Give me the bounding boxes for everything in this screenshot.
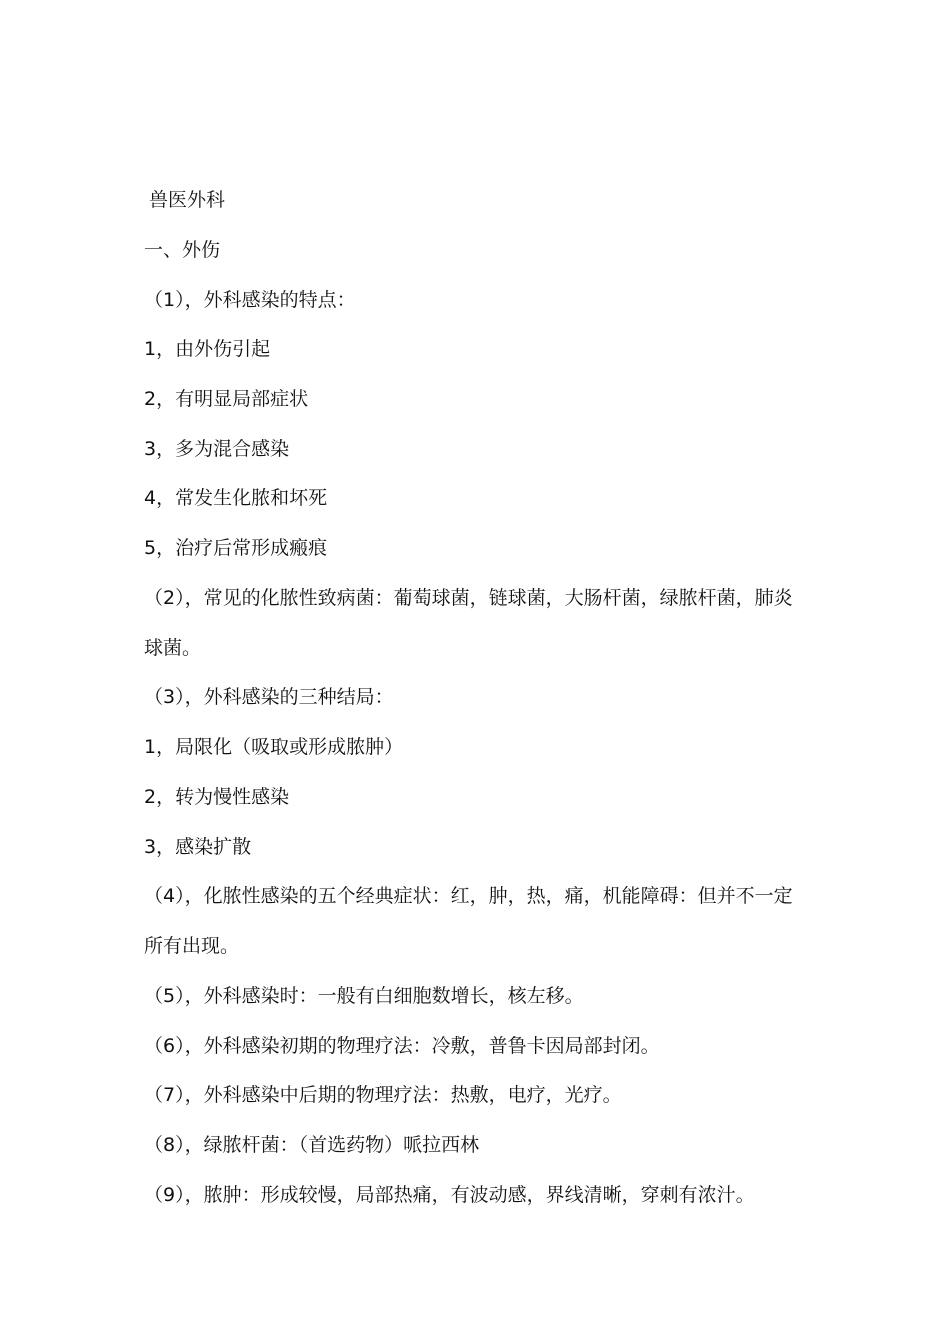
text-line: （3），外科感染的三种结局：: [144, 686, 394, 708]
text-line: 所有出现。: [144, 935, 240, 957]
text-line: 2，有明显局部症状: [144, 388, 309, 410]
text-line: （8），绿脓杆菌：（首选药物）哌拉西林: [144, 1134, 480, 1156]
text-line: （7），外科感染中后期的物理疗法：热敷，电疗，光疗。: [144, 1084, 622, 1106]
document-title: 兽医外科: [149, 189, 226, 211]
text-line: 3，多为混合感染: [144, 438, 290, 460]
text-line: 1，由外伤引起: [144, 338, 271, 360]
text-line: 3，感染扩散: [144, 836, 252, 858]
section-heading: 一、外伤: [144, 239, 221, 261]
text-line: （9），脓肿：形成较慢，局部热痛，有波动感，界线清晰，穿刺有浓汁。: [144, 1184, 755, 1206]
text-line: （2），常见的化脓性致病菌：葡萄球菌，链球菌，大肠杆菌，绿脓杆菌，肺炎: [144, 587, 793, 609]
text-line: 4，常发生化脓和坏死: [144, 487, 328, 509]
text-line: （1），外科感染的特点：: [144, 289, 356, 311]
text-line: 球菌。: [144, 637, 202, 659]
text-line: （5），外科感染时：一般有白细胞数增长，核左移。: [144, 985, 584, 1007]
text-line: 5，治疗后常形成瘢痕: [144, 537, 328, 559]
text-line: 1，局限化（吸取或形成脓肿）: [144, 736, 404, 758]
text-line: （4），化脓性感染的五个经典症状：红，肿，热，痛，机能障碍：但并不一定: [144, 885, 793, 907]
text-line: 2，转为慢性感染: [144, 786, 290, 808]
text-line: （6），外科感染初期的物理疗法：冷敷，普鲁卡因局部封闭。: [144, 1035, 660, 1057]
